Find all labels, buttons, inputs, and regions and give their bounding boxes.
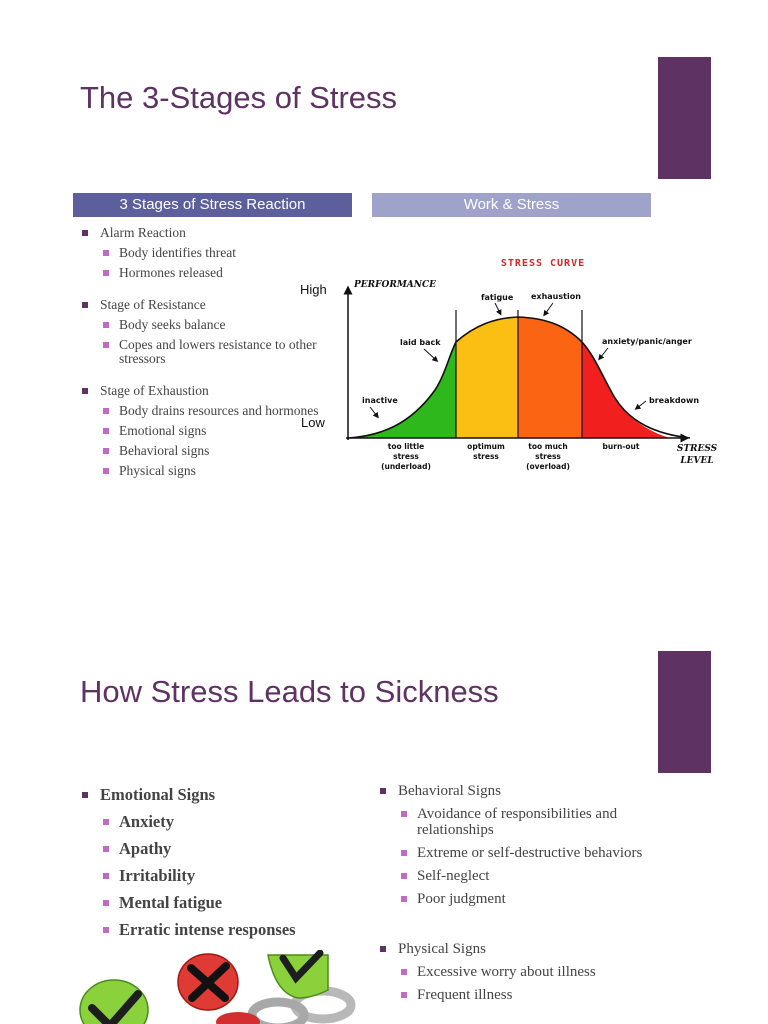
physical-signs: Physical Signs Excessive worry about illness Frequent illness xyxy=(377,941,677,1003)
annotation-laid-back: laid back xyxy=(400,338,441,347)
list-item: Poor judgment xyxy=(398,891,677,907)
list-item: Copes and lowers resistance to other stressors xyxy=(100,338,319,366)
stage-resistance: Stage of Resistance Body seeks balance Copes and lowers resistance to other stressors xyxy=(79,298,319,366)
slide-stress-sickness xyxy=(0,620,768,1024)
x-axis-label: STRESS LEVEL xyxy=(676,444,718,466)
list-item: Excessive worry about illness xyxy=(398,964,677,980)
list-item: Avoidance of responsibilities and relationships xyxy=(398,806,677,838)
list-item: Irritability xyxy=(100,867,359,885)
zone-label-burnout: burn-out xyxy=(602,442,640,451)
list-item: Self-neglect xyxy=(398,868,677,884)
accent-bar xyxy=(658,57,711,179)
annotation-anxiety: anxiety/panic/anger xyxy=(602,337,692,346)
annotation-inactive: inactive xyxy=(362,396,398,405)
green-check-icon-left xyxy=(80,980,148,1024)
stress-curve-graph xyxy=(340,250,730,480)
zone-label-overload: too much stress (overload) xyxy=(526,442,570,471)
green-check-icon-top xyxy=(268,953,328,998)
check-x-illustration xyxy=(78,950,368,1024)
list-item: Physical signs xyxy=(100,464,319,478)
emotional-signs-list xyxy=(79,786,359,939)
stages-header: 3 Stages of Stress Reaction xyxy=(73,193,352,217)
zone-label-optimum: optimum stress xyxy=(467,442,505,461)
zone-underload xyxy=(348,342,456,438)
graph-title: STRESS CURVE xyxy=(500,258,586,269)
accent-bar xyxy=(658,651,711,773)
stage-alarm: Alarm Reaction Body identifies threat Hormones released xyxy=(79,226,319,280)
zone-overload xyxy=(518,317,582,438)
y-axis-label: PERFORMANCE xyxy=(354,280,437,290)
list-item: Anxiety xyxy=(100,813,359,831)
list-item: Frequent illness xyxy=(398,987,677,1003)
behavioral-signs: Behavioral Signs Avoidance of responsibilities and relationships Extreme or self-destructive behaviors Self-neglect Poor judgment xyxy=(377,783,677,907)
slide-title: The 3-Stages of Stress xyxy=(80,80,398,115)
list-item: Extreme or self-destructive behaviors xyxy=(398,845,677,861)
list-item: Mental fatigue xyxy=(100,894,359,912)
list-item: Apathy xyxy=(100,840,359,858)
list-item: Erratic intense responses xyxy=(100,921,359,939)
list-item: Emotional signs xyxy=(100,424,319,438)
zone-label-underload: too little stress (underload) xyxy=(381,442,431,471)
red-x-icon xyxy=(178,954,238,1010)
annotation-fatigue: fatigue xyxy=(481,293,514,302)
work-stress-header: Work & Stress xyxy=(372,193,651,217)
list-item: Hormones released xyxy=(100,266,319,280)
slide-title: How Stress Leads to Sickness xyxy=(80,674,499,709)
list-item: Body identifies threat xyxy=(100,246,319,260)
zone-burnout xyxy=(582,342,670,438)
list-item: Body drains resources and hormones xyxy=(100,404,319,418)
stage-exhaustion: Stage of Exhaustion Body drains resources and hormones Emotional signs Behavioral signs Physical signs xyxy=(79,384,319,478)
graph-low-label: Low xyxy=(301,415,325,430)
behavioral-physical-list xyxy=(377,783,677,1003)
stages-list xyxy=(79,224,319,478)
annotation-exhaustion: exhaustion xyxy=(531,292,581,301)
chain-icon xyxy=(216,991,351,1024)
graph-high-label: High xyxy=(300,282,327,297)
emotional-signs: Emotional Signs Anxiety Apathy Irritability Mental fatigue Erratic intense responses xyxy=(79,786,359,939)
list-item: Behavioral signs xyxy=(100,444,319,458)
annotation-breakdown: breakdown xyxy=(649,396,700,405)
list-item: Body seeks balance xyxy=(100,318,319,332)
